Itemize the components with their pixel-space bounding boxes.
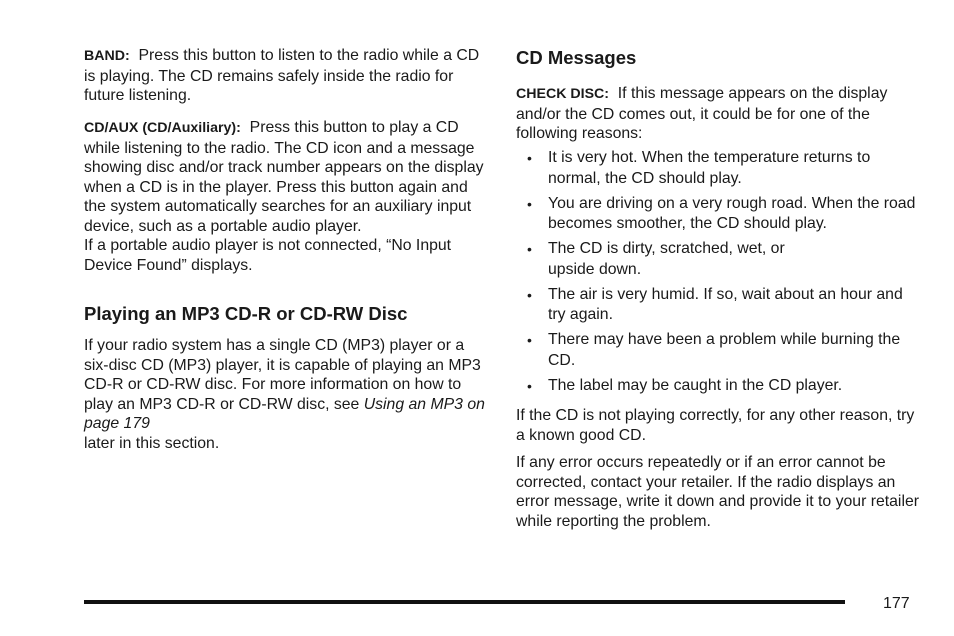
cd-aux-text-2: If a portable audio player is not connected, “No Input Device Found” displays. [84,237,452,274]
check-disc-term: CHECK DISC: [516,86,610,102]
cd-aux-text: Press this button to play a CD while listening to the radio. The CD icon and a message showing disc and/or track number appears on the display when a CD is in the player. Press this button again and the system automatically searches for an auxiliary input device, such as a portable audio player. [84,119,484,235]
check-disc-paragraph [516,84,921,144]
mp3-text-after: later in this section. [84,434,220,452]
bullet-icon: • [527,241,532,257]
check-disc-text: If this message appears on the display and/or the CD comes out, it could be for one of the following reasons: [516,85,888,142]
bullet-icon: • [527,332,532,348]
footer-rule [84,600,845,604]
bullet-icon: • [527,150,532,166]
list-item-text: There may have been a problem while burning the CD. [548,331,901,369]
list-item [516,285,921,326]
list-item-text: It is very hot. When the temperature returns to normal, the CD should play. [548,149,871,187]
list-item [516,330,921,371]
not-playing-paragraph: If the CD is not playing correctly, for any other reason, try a known good CD. [516,407,915,444]
list-item-text: The CD is dirty, scratched, wet, or upside down. [548,240,785,278]
mp3-heading: Playing an MP3 CD-R or CD-RW Disc [84,303,408,324]
band-term: BAND: [84,48,130,64]
error-paragraph: If any error occurs repeatedly or if an error cannot be corrected, contact your retailer. If the radio displays an error message, write it down and provide it to your retailer while reporting the problem. [516,454,919,530]
bullet-icon: • [527,377,532,394]
mp3-text-before: If your radio system has a single CD (MP3) player or a six-disc CD (MP3) player, it is capable of playing an MP3 CD-R or CD-RW disc. For more information on how to play an MP3 CD-R or CD-RW disc, see [84,337,481,413]
page-number: 177 [883,595,910,612]
list-item-text: You are driving on a very rough road. When the road becomes smoother, the CD should play. [548,194,916,232]
list-item-text: The air is very humid. If so, wait about an hour and try again. [548,285,903,323]
band-paragraph [84,46,489,106]
list-item [516,194,921,235]
list-item [516,239,921,280]
bullet-icon: • [527,286,532,303]
cd-aux-term: CD/AUX (CD/Auxiliary): [84,120,241,136]
list-item [516,376,921,397]
list-item [516,148,921,189]
cd-messages-heading: CD Messages [516,47,637,68]
bullet-icon: • [527,195,532,212]
mp3-cross-reference-link[interactable]: Using an MP3 on page 179 [84,395,485,432]
reasons-list [516,148,921,401]
cd-aux-paragraph [84,118,489,275]
list-item-text: The label may be caught in the CD player. [548,376,843,394]
mp3-paragraph [84,336,489,453]
band-text: Press this button to listen to the radio while a CD is playing. The CD remains safely inside the radio for future listening. [84,47,480,104]
